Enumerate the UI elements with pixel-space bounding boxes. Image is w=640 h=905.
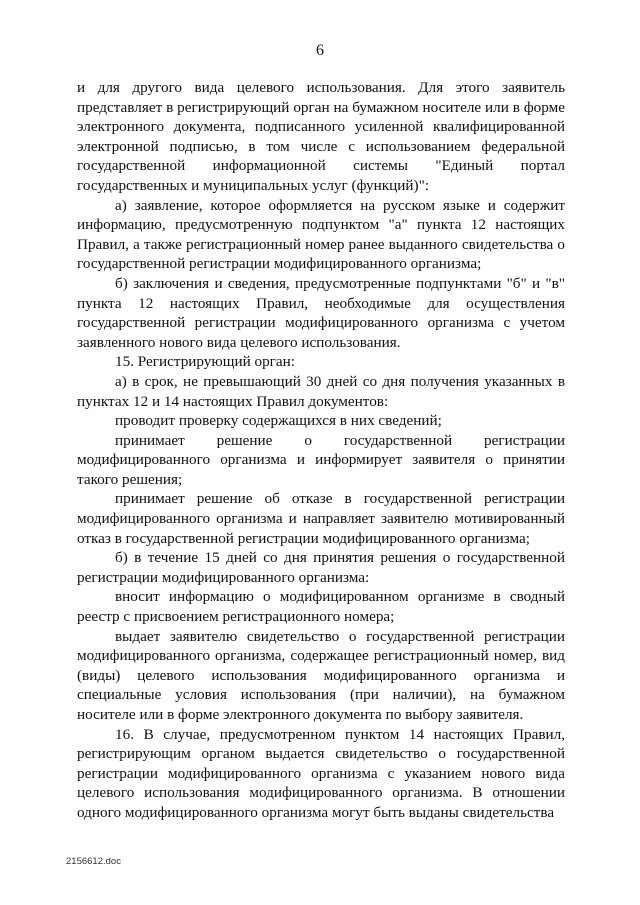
paragraph-15-a-deadline: а) в срок, не превышающий 30 дней со дня получения указанных в пунктах 12 и 14 настоящих Правил документов:	[77, 372, 565, 410]
paragraph-15-a-accept: принимает решение о государственной регистрации модифицированного организма и информирует заявителя о принятии такого решения;	[77, 431, 565, 488]
paragraph-item-a-application: а) заявление, которое оформляется на русском языке и содержит информацию, предусмотренную подпунктом "а" пункта 12 настоящих Правил, а также регистрационный номер ранее выданного свидетельства о государственной регистрации модифицированного организма;	[77, 196, 565, 273]
paragraph-section-16: 16. В случае, предусмотренном пунктом 14 настоящих Правил, регистрирующим органом выдается свидетельство о государственной регистрации модифицированного организма с указанием нового вида целевого использования модифицированного организма. В отношении одного модифицированного организма могут быть выданы свидетельства	[77, 725, 565, 821]
paragraph-item-b-conclusions: б) заключения и сведения, предусмотренные подпунктами "б" и "в" пункта 12 настоящих Правил, необходимые для осуществления государственной регистрации модифицированного организма с учетом заявленного нового вида целевого использования.	[77, 274, 565, 351]
page-number: 6	[316, 42, 324, 59]
paragraph-section-15-heading: 15. Регистрирующий орган:	[115, 353, 295, 371]
paragraph-15-b-certificate: выдает заявителю свидетельство о государственной регистрации модифицированного организма, содержащее регистрационный номер, вид (виды) целевого использования модифицированного организма и специальные условия использования (при наличии), на бумажном носителе или в форме электронного документа по выбору заявителя.	[77, 627, 565, 723]
paragraph-15-b-deadline: б) в течение 15 дней со дня принятия решения о государственной регистрации модифицированного организма:	[77, 549, 565, 586]
paragraph-15-b-register: вносит информацию о модифицированном организме в сводный реестр с присвоением регистрационного номера;	[77, 588, 565, 626]
document-body	[77, 78, 565, 823]
paragraph-intro: и для другого вида целевого использования. Для этого заявитель представляет в регистрирующий орган на бумажном носителе или в форме электронного документа, подписанного усиленной квалифицированной электронной подписью, в том числе с использованием федеральной государственной информационной системы "Единый портал государственных и муниципальных услуг (функций)":	[77, 79, 565, 194]
paragraph-15-a-check: проводит проверку содержащихся в них сведений;	[115, 412, 442, 430]
document-file-code: 2156612.doc	[66, 856, 121, 867]
paragraph-15-a-refuse: принимает решение об отказе в государственной регистрации модифицированного организма и направляет заявителю мотивированный отказ в государственной регистрации модифицированного организма;	[77, 490, 565, 547]
